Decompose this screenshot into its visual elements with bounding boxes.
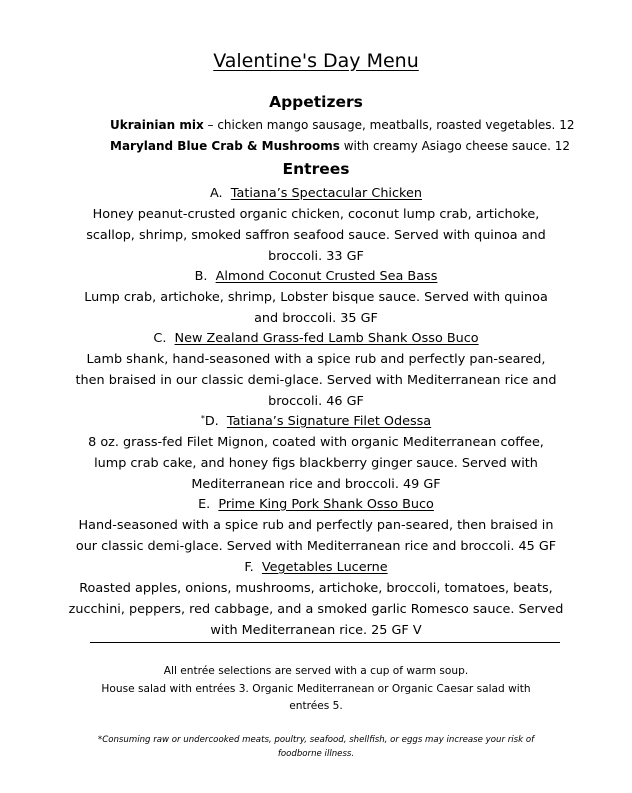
entree-title: C. New Zealand Grass-fed Lamb Shank Osso Buco — [153, 331, 479, 346]
entree-desc-line: Mediterranean rice and broccoli. 49 GF — [191, 477, 441, 492]
entree-title: E. Prime King Pork Shank Osso Buco — [198, 497, 434, 512]
entree-desc-line: and broccoli. 35 GF — [254, 311, 378, 326]
entree-name: Prime King Pork Shank Osso Buco — [218, 497, 434, 512]
entree-desc-line: Roasted apples, onions, mushrooms, artichoke, broccoli, tomatoes, beats, — [79, 581, 553, 596]
entree-name: Almond Coconut Crusted Sea Bass — [215, 269, 438, 284]
appetizer-item — [110, 118, 574, 132]
entree-name: Tatiana’s Spectacular Chicken — [230, 186, 422, 201]
entree-title: *D. Tatiana’s Signature Filet Odessa — [200, 414, 432, 429]
disclaimer-line: foodborne illness. — [277, 749, 355, 759]
menu-title: Valentine's Day Menu — [213, 50, 419, 72]
footer-line: All entrée selections are served with a cup of warm soup. — [163, 665, 469, 677]
entree-desc-line: then braised in our classic demi-glace. Served with Mediterranean rice and — [75, 373, 557, 388]
appetizers-heading: Appetizers — [269, 93, 363, 111]
appetizer-desc: with creamy Asiago cheese sauce. 12 — [339, 139, 571, 153]
entree-desc-line: broccoli. 46 GF — [268, 394, 364, 409]
entree-desc-line: zucchini, peppers, red cabbage, and a smoked garlic Romesco sauce. Served — [68, 602, 564, 617]
disclaimer-line: *Consuming raw or undercooked meats, poultry, seafood, shellfish, or eggs may increase your risk of — [97, 735, 535, 745]
entree-desc-line: Hand-seasoned with a spice rub and perfectly pan-seared, then braised in — [78, 518, 554, 533]
entrees-heading: Entrees — [282, 160, 350, 178]
entree-desc-line: with Mediterranean rice. 25 GF V — [210, 623, 422, 638]
entree-desc-line: our classic demi-glace. Served with Mediterranean rice and broccoli. 45 GF — [75, 539, 557, 554]
entree-desc-line: 8 oz. grass-fed Filet Mignon, coated with organic Mediterranean coffee, — [88, 435, 544, 450]
appetizer-item — [110, 139, 570, 153]
footer-line: House salad with entrées 3. Organic Mediterranean or Organic Caesar salad with — [101, 683, 531, 695]
appetizer-name: Maryland Blue Crab & Mushrooms — [110, 139, 340, 153]
footer-line: entrées 5. — [289, 700, 343, 712]
appetizer-desc: – chicken mango sausage, meatballs, roasted vegetables. 12 — [203, 118, 575, 132]
entree-name: New Zealand Grass-fed Lamb Shank Osso Buco — [174, 331, 479, 346]
entree-title: B. Almond Coconut Crusted Sea Bass — [194, 269, 438, 284]
appetizer-name: Ukrainian mix — [110, 118, 204, 132]
entree-desc-line: Lamb shank, hand-seasoned with a spice rub and perfectly pan-seared, — [86, 352, 546, 367]
asterisk-marker: * — [200, 414, 205, 423]
entree-title: A. Tatiana’s Spectacular Chicken — [210, 186, 422, 201]
entree-desc-line: Honey peanut-crusted organic chicken, coconut lump crab, artichoke, — [92, 207, 540, 222]
entree-name: Tatiana’s Signature Filet Odessa — [226, 414, 432, 429]
entree-desc-line: lump crab cake, and honey figs blackberry ginger sauce. Served with — [94, 456, 538, 471]
entree-title: F. Vegetables Lucerne — [244, 560, 388, 575]
entree-name: Vegetables Lucerne — [261, 560, 388, 575]
entree-desc-line: scallop, shrimp, smoked saffron seafood sauce. Served with quinoa and — [86, 228, 546, 243]
entree-desc-line: Lump crab, artichoke, shrimp, Lobster bisque sauce. Served with quinoa — [84, 290, 548, 305]
divider — [90, 642, 560, 643]
entree-desc-line: broccoli. 33 GF — [268, 249, 364, 264]
